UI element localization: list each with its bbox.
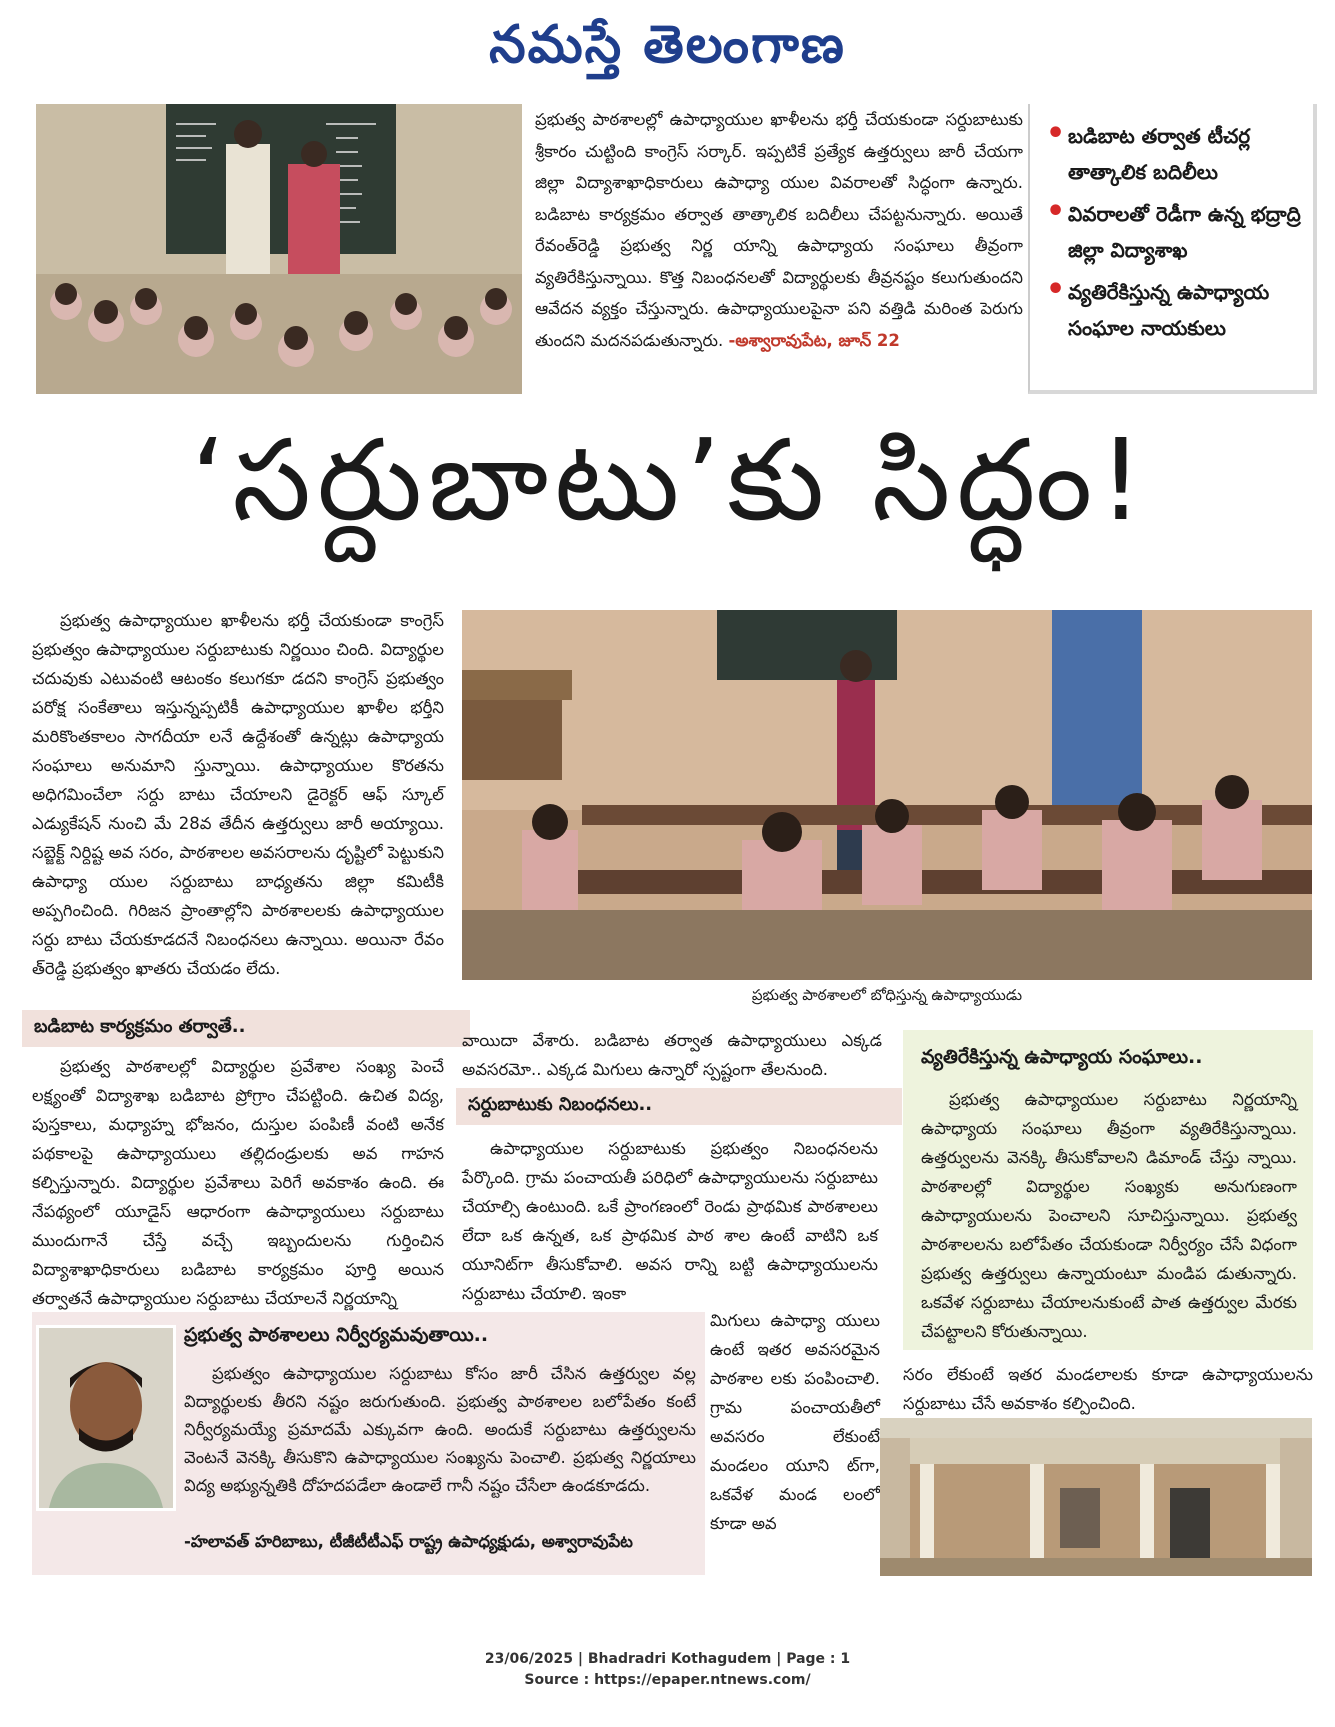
article-paragraph: ప్రభుత్వ ఉపాధ్యాయుల సర్దుబాటు నిర్ణయాన్ని ఉపాధ్యాయ సంఘాలు తీవ్రంగా వ్యతిరేకిస్తున్నాయి. ఉత్తర్వులను వెనక్కి తీసుకోవాలని డిమాండ్ చేస్తు న్నాయి. పాఠశాలల్లో విద్యార్థుల సంఖ్యకు అనుగుణంగా ఉపాధ్యాయులను పెంచాలని సూచిస్తున్నాయి. ప్రభుత్వ పాఠశాలలను బలోపేతం చేయకుండా నిర్వీర్యం చేసే విధంగా ప్రభుత్వ ఉత్తర్వులు ఉన్నాయంటూ మండిప డుతున్నారు. ఒకవేళ సర్దుబాటు చేయాలనుకుంటే పాత ఉత్తర్వుల మేరకు చేపట్టాలని కోరుతున్నాయి. [921,1090,1297,1341]
article-paragraph: సరం లేకుంటే ఇతర మండలాలకు కూడా ఉపాధ్యాయులను సర్దుబాటు చేసే అవకాశం కల్పించింది. [903,1365,1313,1413]
unions-sidebar [903,1030,1313,1350]
classroom-photo-main [462,610,1312,980]
quote-attribution: -హలావత్ హరిబాబు, టీజీటీటీఎఫ్ రాష్ట్ర ఉపాధ్యక్షుడు, అశ్వారావుపేట [184,1532,633,1551]
column-two-continued [462,1134,878,1308]
subhead-unions: వ్యతిరేకిస్తున్న ఉపాధ్యాయ సంఘాలు.. [903,1030,1313,1079]
article-paragraph: ప్రభుత్వ ఉపాధ్యాయుల ఖాళీలను భర్తీ చేయకుండా కాంగ్రెస్ ప్రభుత్వం ఉపాధ్యాయుల సర్దుబాటుకు నిర్ణయిం చింది. విద్యార్థుల చదువుకు ఎటువంటి ఆటంకం కలుగకూ డదని కాంగ్రెస్ ప్రభుత్వం పరోక్ష సంకేతాలు ఇస్తున్నప్పటికీ ఉపాధ్యాయుల ఖాళీల భర్తీని మరికొంతకాలం సాగదీయా లనే ఉద్దేశంతో ఉన్నట్లు ఉపాధ్యాయ సంఘాలు అనుమాని స్తున్నాయి. ఉపాధ్యాయుల కొరతను అధిగమించేలా సర్దు బాటు చేయాలని డైరెక్టర్ ఆఫ్ స్కూల్ ఎడ్యుకేషన్ నుంచి మే 28వ తేదీన ఉత్తర్వులు జారీ అయ్యాయి. సబ్జెక్ట్ నిర్దిష్ట అవ సరం, పాఠశాలల అవసరాలను దృష్టిలో పెట్టుకుని ఉపాధ్యా యుల సర్దుబాటు బాధ్యతను జిల్లా కమిటీకి అప్పగించింది. గిరిజన ప్రాంతాల్లోని పాఠశాలలకు ఉపాధ్యాయుల సర్దు బాటు చేయకూడదనే నిబంధనలు ఉన్నాయి. అయినా రేవం త్‌రెడ్డి ప్రభుత్వం ఖాతరు చేయడం లేదు. [32,611,444,978]
subhead-badibata: బడిబాట కార్యక్రమం తర్వాతే.. [22,1010,470,1047]
main-headline: ‘సర్దుబాటు’కు సిద్ధం! [190,416,1150,546]
article-paragraph: వాయిదా వేశారు. బడిబాట తర్వాత ఉపాధ్యాయులు ఎక్కడ అవసరమో.. ఎక్కడ మిగులు ఉన్నారో స్పష్టంగా తేలనుంది. [462,1031,882,1079]
quote-title: ప్రభుత్వ పాఠశాలలు నిర్వీర్యమవుతాయి.. [184,1324,489,1346]
highlight-item: • వివరాలతో రెడీగా ఉన్న భద్రాద్రి జిల్లా విద్యాశాఖ [1042,196,1303,268]
school-building-photo [880,1418,1312,1576]
column-one [32,606,444,983]
footer-date-line: 23/06/2025 | Bhadradri Kothagudem | Page : 1 [484,1651,851,1667]
intro-dateline: -అశ్వారావుపేట, జూన్ 22 [728,330,900,350]
portrait-photo [36,1325,176,1511]
classroom-photo-top [36,104,522,394]
unions-text [903,1079,1313,1346]
right-continued [903,1360,1313,1418]
intro-text: ప్రభుత్వ పాఠశాలల్లో ఉపాధ్యాయుల ఖాళీలను భర్తీ చేయకుండా సర్దుబాటుకు శ్రీకారం చుట్టింది కాంగ్రెస్ సర్కార్. ఇప్పటికే ప్రత్యేక ఉత్తర్వులు జారీ చేయగా జిల్లా విద్యాశాఖాధికారులు ఉపాధ్యా యుల వివరాలతో సిద్ధంగా ఉన్నారు. బడిబాట కార్యక్రమం తర్వాత తాత్కాలిక బదిలీలు చేపట్టనున్నారు. అయితే రేవంత్‌రెడ్డి ప్రభుత్వ నిర్ణ యాన్ని ఉపాధ్యాయ సంఘాలు తీవ్రంగా వ్యతిరేకిస్తున్నాయి. కొత్త నిబంధనలతో విద్యార్థులకు తీవ్రనష్టం కలుగుతుందని ఆవేదన వ్యక్తం చేస్తున్నారు. ఉపాధ్యాయులపైనా పని వత్తిడి మరింత పెరుగు తుందని మదనపడుతున్నారు. [535,110,1023,350]
highlight-item: • వ్యతిరేకిస్తున్న ఉపాధ్యాయ సంఘాల నాయకులు [1042,274,1303,346]
quote-body [184,1360,696,1500]
photo-caption: ప్రభుత్వ పాఠశాలలో బోధిస్తున్న ఉపాధ్యాయుడు [751,986,1023,1004]
subhead-rules: సర్దుబాటుకు నిబంధనలు.. [456,1088,902,1125]
highlight-item: • బడిబాట తర్వాత టీచర్ల తాత్కాలిక బదిలీలు [1042,118,1303,190]
footer-source-link[interactable]: Source : https://epaper.ntnews.com/ [524,1672,811,1688]
article-paragraph: ప్రభుత్వ పాఠశాలల్లో విద్యార్థుల ప్రవేశాల సంఖ్య పెంచే లక్ష్యంతో విద్యాశాఖ బడిబాట ప్రోగ్రాం చేపట్టింది. ఉచిత విద్య, పుస్తకాలు, మధ్యాహ్న భోజనం, దుస్తుల పంపిణీ వంటి అనేక పథకాలపై ఉపాధ్యాయులు తల్లిదండ్రులకు అవ గాహన కల్పిస్తున్నారు. విద్యార్థుల ప్రవేశాలు పెరిగే అవకాశం ఉంది. ఈ నేపథ్యంలో యూడైస్ ఆధారంగా ఉపాధ్యాయులు సర్దుబాటు ముందుగానే చేస్తే వచ్చే ఇబ్బందులను గుర్తించిన విద్యాశాఖాధికారులు బడిబాట కార్యక్రమం పూర్తి అయిన తర్వాతనే ఉపాధ్యాయుల సర్దుబాటు చేయాలనే నిర్ణయాన్ని [32,1057,444,1308]
article-paragraph: మిగులు ఉపాధ్యా యులు ఉంటే ఇతర అవసరమైన పాఠశాల లకు పంపించాలి. గ్రామ పంచాయతీలో అవసరం లేకుంటే మండలం యూని ట్‌గా, ఒకవేళ మండ లంలో కూడా అవ [710,1311,880,1533]
column-two [462,1026,882,1084]
article-paragraph: ఉపాధ్యాయుల సర్దుబాటుకు ప్రభుత్వం నిబంధనలను పేర్కొంది. గ్రామ పంచాయతీ పరిధిలో ఉపాధ్యాయులను సర్దుబాటు చేయాల్సి ఉంటుంది. ఒకే ప్రాంగణంలో రెండు ప్రాథమిక పాఠశాలలు లేదా ఒక ఉన్నత, ఒక ప్రాథమిక పాఠ శాల ఉంటే వాటిని ఒక యూనిట్‌గా తీసుకోవాలి. అవస రాన్ని బట్టి ఉపాధ్యాయులను సర్దుబాటు చేయాలి. ఇంకా [462,1139,878,1303]
masthead-logo: నమస్తే తెలంగాణ [489,14,846,75]
highlights-box [1028,104,1317,394]
column-two-narrow [710,1306,880,1538]
quote-text: ప్రభుత్వం ఉపాధ్యాయుల సర్దుబాటు కోసం జారీ చేసిన ఉత్తర్వుల వల్ల విద్యార్థులకు తీరని నష్టం జరుగుతుంది. ప్రభుత్వ పాఠశాలల బలోపేతం కంటే నిర్వీర్యమయ్యే ప్రమాదమే ఎక్కువగా ఉంది. అందుకే సర్దుబాటు ఉత్తర్వులను వెంటనే వెనక్కి తీసుకొని ఉపాధ్యాయుల సంఖ్యను పెంచాలి. ప్రభుత్వ నిర్ణయాలు విద్య అభ్యున్నతికి దోహదపడేలా ఉండాలే గానీ నష్టం చేసేలా ఉండకూడదు. [184,1364,696,1495]
intro-paragraph [535,104,1023,356]
column-one-continued [32,1052,444,1313]
